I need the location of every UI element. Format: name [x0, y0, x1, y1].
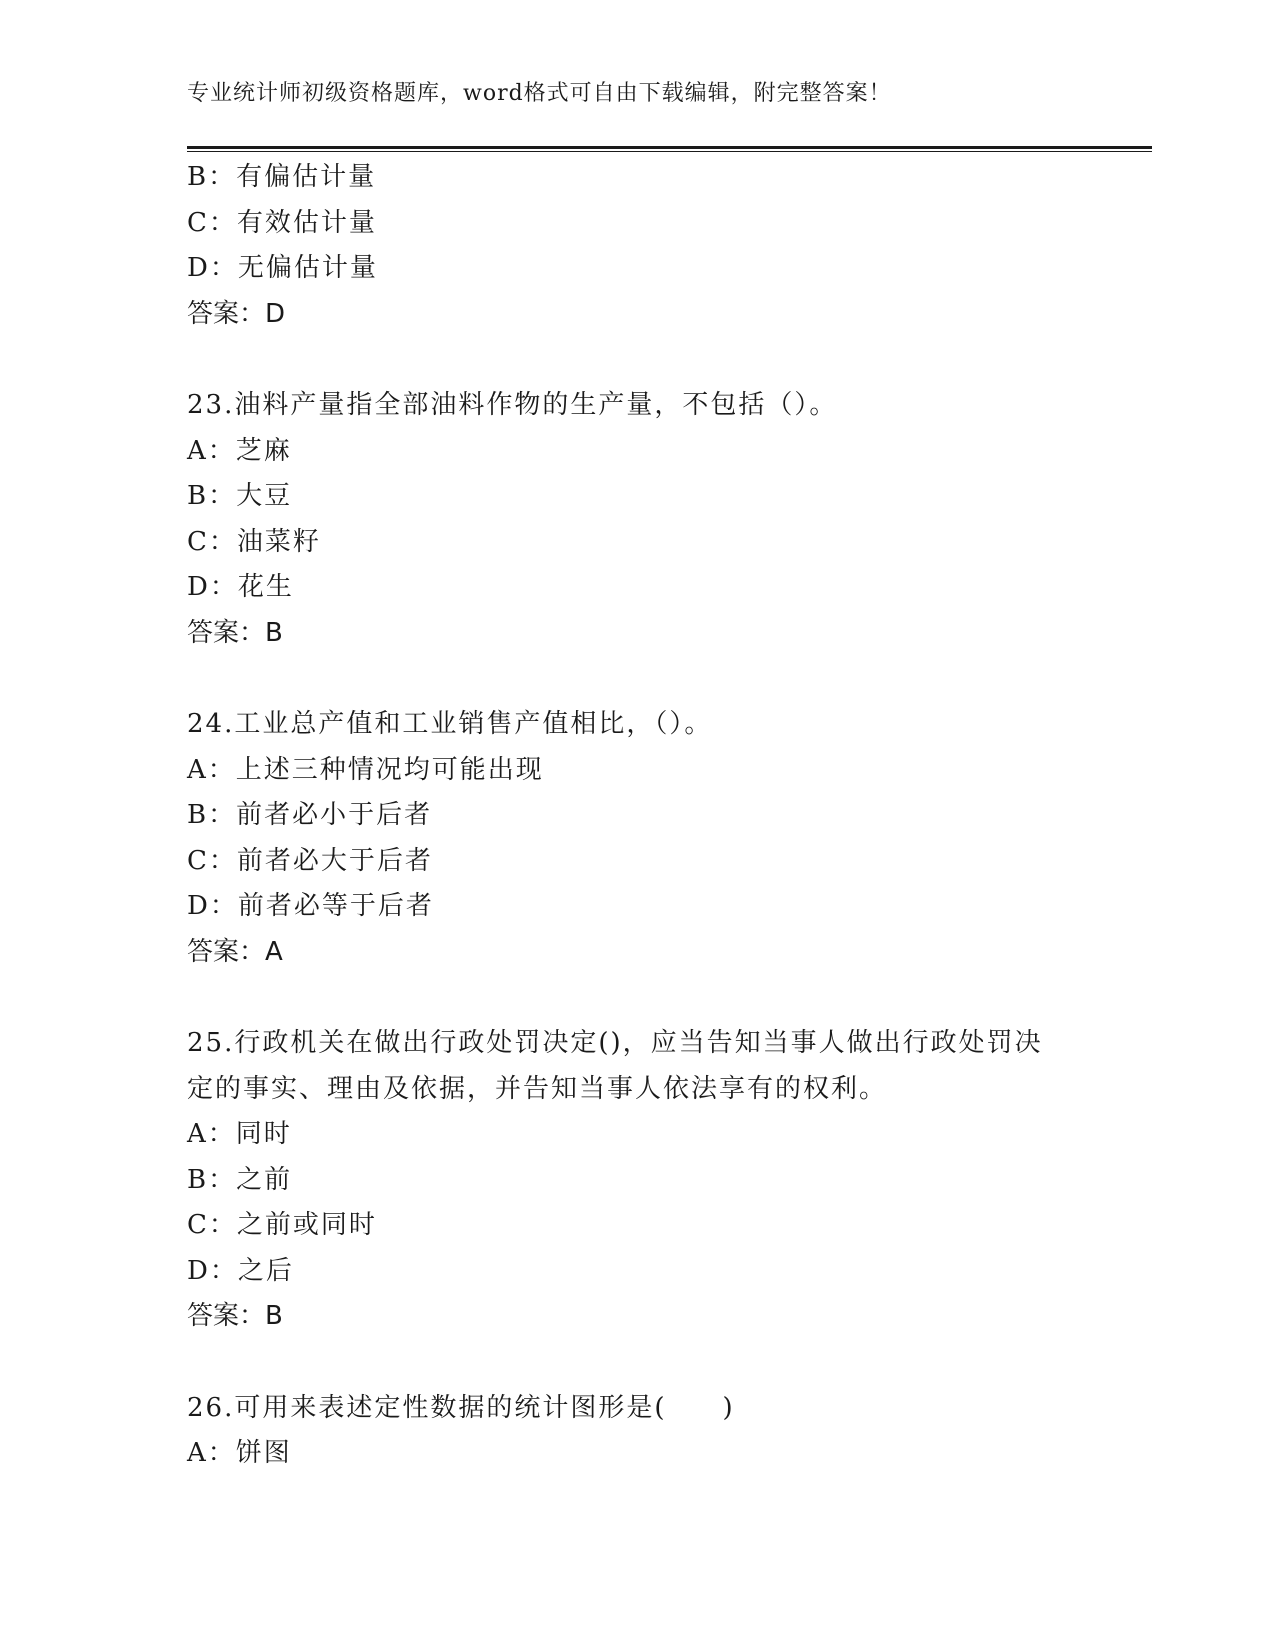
- question-23: [187, 383, 1152, 656]
- header-rule-thin: [187, 151, 1152, 152]
- answer-line: 答案：B: [187, 617, 283, 648]
- option-line: C：油菜籽: [187, 526, 321, 557]
- page-header: 专业统计师初级资格题库，word格式可自由下载编辑，附完整答案！: [187, 81, 892, 106]
- answer-line: 答案：B: [187, 1301, 283, 1331]
- intro-block: [187, 155, 1152, 337]
- option-line: D：之后: [187, 1255, 294, 1286]
- option-line: B：大豆: [187, 481, 293, 511]
- question-25: [187, 1021, 1152, 1340]
- option-line: C：有效估计量: [187, 207, 377, 238]
- option-line: C：前者必大于后者: [187, 845, 433, 876]
- question-gap: [187, 975, 1152, 1021]
- question-stem: 25.行政机关在做出行政处罚决定()，应当告知当事人做出行政处罚决: [187, 1028, 1043, 1058]
- question-gap: [187, 656, 1152, 702]
- question-stem: 26.可用来表述定性数据的统计图形是( ): [187, 1392, 735, 1423]
- option-line: D：无偏估计量: [187, 253, 378, 283]
- option-line: A：同时: [187, 1119, 292, 1149]
- answer-line: 答案：D: [187, 298, 286, 329]
- question-content: [187, 155, 1152, 1477]
- question-stem: 23.油料产量指全部油料作物的生产量，不包括（）。: [187, 390, 838, 420]
- option-line: B：前者必小于后者: [187, 800, 433, 830]
- option-line: D：前者必等于后者: [187, 891, 434, 921]
- option-line: B：有偏估计量: [187, 162, 377, 192]
- option-line: A：饼图: [187, 1438, 292, 1468]
- question-gap: [187, 1340, 1152, 1386]
- question-26: [187, 1386, 1152, 1477]
- answer-line: 答案：A: [187, 936, 283, 967]
- option-line: C：之前或同时: [187, 1210, 377, 1240]
- question-stem-continued: 定的事实、理由及依据，并告知当事人依法享有的权利。: [187, 1073, 888, 1104]
- option-line: D：花生: [187, 572, 294, 602]
- option-line: A：上述三种情况均可能出现: [187, 754, 544, 785]
- option-line: A：芝麻: [187, 435, 292, 466]
- question-stem: 24.工业总产值和工业销售产值相比，（）。: [187, 709, 713, 739]
- header-rule-thick: [187, 146, 1152, 149]
- option-line: B：之前: [187, 1164, 293, 1195]
- question-gap: [187, 337, 1152, 383]
- question-24: [187, 702, 1152, 975]
